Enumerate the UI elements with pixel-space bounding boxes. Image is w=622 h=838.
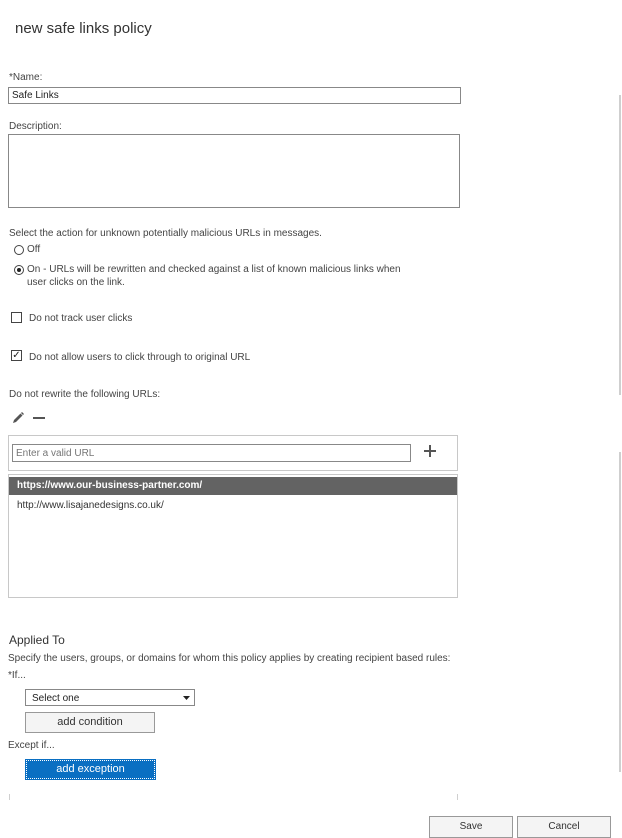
action-prompt: Select the action for unknown potentially malicious URLs in messages.	[9, 228, 322, 239]
caret-down-icon	[183, 696, 190, 700]
track-clicks-label: Do not track user clicks	[29, 313, 133, 324]
pencil-icon[interactable]	[11, 411, 25, 425]
radio-off-label: Off	[27, 244, 41, 255]
except-label: Except if...	[8, 740, 55, 751]
list-item-selected[interactable]	[9, 477, 457, 495]
plus-icon[interactable]	[422, 443, 438, 459]
list-item-label: https://www.our-business-partner.com/	[17, 480, 203, 491]
track-clicks-checkbox[interactable]	[11, 312, 22, 323]
url-input[interactable]	[12, 444, 411, 462]
cancel-button[interactable]: Cancel	[517, 816, 611, 838]
applied-to-description: Specify the users, groups, or domains for whom this policy applies by creating recipient based rules:	[8, 653, 451, 664]
radio-on-label-line1: On - URLs will be rewritten and checked against a list of known malicious links when	[27, 264, 401, 275]
click-through-label: Do not allow users to click through to original URL	[29, 352, 251, 363]
name-input[interactable]	[8, 87, 461, 104]
url-list	[8, 474, 458, 598]
if-label: *If...	[8, 670, 26, 681]
divider-tick-right	[457, 794, 458, 800]
radio-off[interactable]	[14, 245, 24, 255]
add-exception-button[interactable]: add exception	[26, 760, 155, 779]
click-through-checkbox[interactable]: ✓	[12, 350, 21, 361]
radio-on[interactable]	[14, 265, 24, 275]
scrollbar-lower[interactable]	[619, 452, 621, 772]
rewrite-label: Do not rewrite the following URLs:	[9, 389, 161, 400]
radio-on-label-line2: user clicks on the link.	[27, 277, 125, 288]
save-button[interactable]: Save	[429, 816, 513, 838]
list-item[interactable]	[9, 497, 457, 515]
minus-icon[interactable]	[32, 411, 46, 425]
description-label: Description:	[9, 121, 62, 132]
condition-select-value: Select one	[32, 693, 80, 704]
list-item-label: http://www.lisajanedesigns.co.uk/	[17, 500, 164, 511]
name-label: *Name:	[9, 72, 43, 83]
scrollbar-upper[interactable]	[619, 95, 621, 395]
add-condition-button[interactable]: add condition	[25, 712, 155, 733]
condition-select[interactable]	[25, 689, 195, 706]
description-textarea[interactable]	[8, 134, 460, 208]
applied-to-heading: Applied To	[9, 633, 65, 647]
page-title: new safe links policy	[15, 20, 152, 37]
divider-tick-left	[9, 794, 10, 800]
